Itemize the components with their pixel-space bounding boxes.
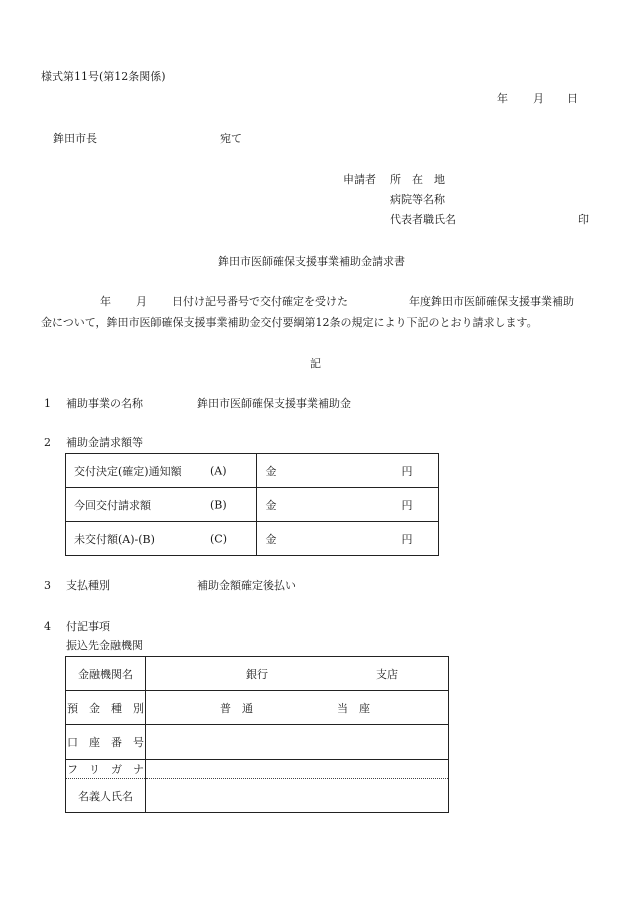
- claim-row: [66, 454, 439, 488]
- deposit-type-field[interactable]: [145, 691, 448, 725]
- unit-label: 円: [401, 464, 413, 478]
- furigana-label: フ リ ガ ナ: [66, 760, 146, 779]
- applicant-label: 申請者: [343, 173, 376, 186]
- amount-c-field[interactable]: [257, 522, 439, 556]
- account-label: 口 座 番 号: [66, 725, 146, 760]
- applicant-address-label: 所 在 地: [390, 173, 445, 186]
- date-year-label: 年: [497, 92, 508, 105]
- holder-name-field[interactable]: [145, 779, 448, 813]
- body-year: 年: [100, 295, 111, 308]
- date-day-label: 日: [567, 92, 578, 105]
- section4-number: 4: [44, 620, 51, 633]
- section4-sublabel: 振込先金融機関: [66, 639, 143, 652]
- form-number: 様式第11号(第12条関係): [41, 70, 166, 83]
- type-label: 預 金 種 別: [66, 691, 146, 725]
- currency-label: 金: [265, 498, 277, 512]
- document-title: 鉾田市医師確保支援事業補助金請求書: [218, 255, 405, 268]
- section1-label: 補助事業の名称: [66, 397, 143, 410]
- section4-label: 付記事項: [66, 620, 110, 633]
- addressee-name: 鉾田市長: [53, 132, 97, 145]
- currency-label: 金: [265, 532, 277, 546]
- claim-row-code: (C): [210, 532, 227, 545]
- holder-label: 名義人氏名: [66, 779, 146, 813]
- bank-suffix: 銀行: [245, 667, 268, 681]
- type-ordinary-option[interactable]: 普 通: [219, 701, 253, 715]
- body-month: 月: [136, 295, 147, 308]
- seal-label: 印: [578, 213, 589, 226]
- date-month-label: 月: [533, 92, 544, 105]
- claim-row: [66, 522, 439, 556]
- claim-row-label: 未交付額(A)-(B): [74, 532, 155, 546]
- addressee-suffix: 宛て: [220, 132, 242, 145]
- amount-b-field[interactable]: [257, 488, 439, 522]
- claim-row-code: (A): [210, 464, 227, 477]
- claim-row-label: 今回交付請求額: [74, 498, 151, 512]
- applicant-representative-label: 代表者職氏名: [390, 213, 456, 226]
- account-number-field[interactable]: [145, 725, 448, 760]
- section3-label: 支払種別: [66, 579, 110, 592]
- section3-value: 補助金額確定後払い: [197, 579, 296, 592]
- unit-label: 円: [401, 498, 413, 512]
- type-current-option[interactable]: 当 座: [336, 701, 370, 715]
- bank-label: 金融機関名: [66, 657, 146, 691]
- claim-row-label: 交付決定(確定)通知額: [74, 464, 182, 478]
- bank-info-table: [65, 656, 449, 813]
- section1-number: 1: [44, 397, 51, 410]
- bank-row: [66, 657, 449, 691]
- furigana-row: [66, 760, 449, 779]
- body-text-1: 日付け記号番号で交付確定を受けた: [172, 295, 348, 308]
- claim-amount-table: [65, 453, 439, 556]
- account-row: [66, 725, 449, 760]
- claim-row-code: (B): [210, 498, 227, 511]
- section2-label: 補助金請求額等: [66, 436, 143, 449]
- section1-value: 鉾田市医師確保支援事業補助金: [197, 397, 351, 410]
- branch-suffix: 支店: [375, 667, 398, 681]
- ki-label: 記: [310, 357, 321, 370]
- body-line-2: 金について，鉾田市医師確保支援事業補助金交付要綱第12条の規定により下記のとおり請求します。: [41, 316, 538, 329]
- applicant-hospital-label: 病院等名称: [390, 193, 445, 206]
- currency-label: 金: [265, 464, 277, 478]
- unit-label: 円: [401, 532, 413, 546]
- bank-name-field[interactable]: [145, 657, 448, 691]
- furigana-field[interactable]: [145, 760, 448, 779]
- amount-a-field[interactable]: [257, 454, 439, 488]
- holder-row: [66, 779, 449, 813]
- claim-row: [66, 488, 439, 522]
- type-row: [66, 691, 449, 725]
- section2-number: 2: [44, 436, 51, 449]
- body-text-2: 年度鉾田市医師確保支援事業補助: [409, 295, 574, 308]
- section3-number: 3: [44, 579, 51, 592]
